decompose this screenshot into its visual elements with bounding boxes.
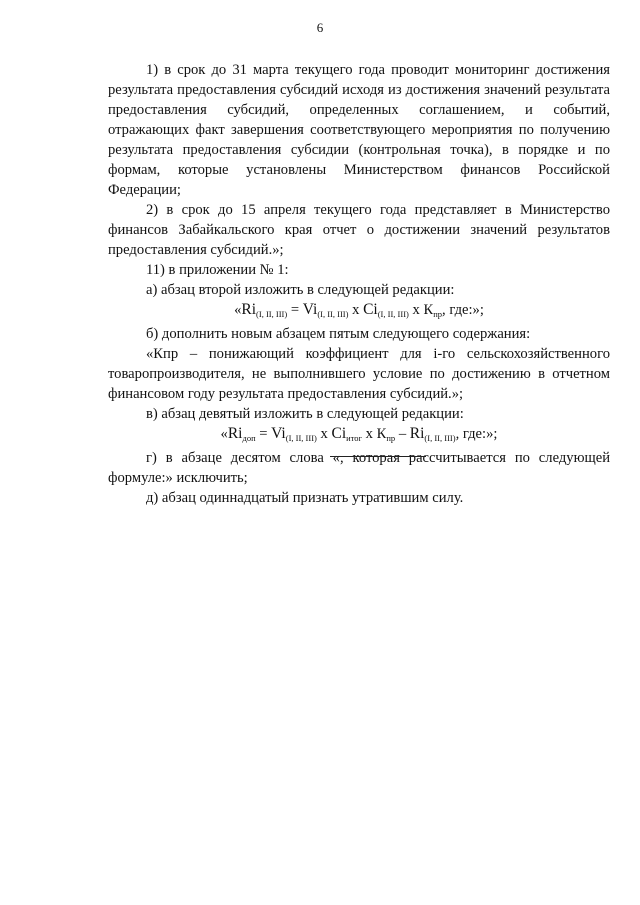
- document-body: [108, 60, 610, 508]
- page-number: 6: [316, 20, 324, 35]
- paragraph-a: а) абзац второй изложить в следующей редакции:: [146, 282, 455, 298]
- paragraph-item-2: 2) в срок до 15 апреля текущего года представляет в Министерство финансов Забайкальского края отчет о достижении значений результатов предоставления субсидий.»;: [108, 202, 610, 258]
- paragraph-item-1: 1) в срок до 31 марта текущего года проводит мониторинг достижения результата предоставления субсидий исходя из достижения значений результата предоставления субсидий, определенных соглашением, и событий, отражающих факт завершения соответствующего мероприятия по получению результата предоставления субсидии (контрольная точка), в порядке и по формам, которые установлены Министерством финансов Российской Федерации;: [108, 62, 610, 198]
- paragraph-item-11: 11) в приложении № 1:: [146, 262, 289, 278]
- paragraph-g: г) в абзаце десятом слова «, которая рассчитывается по следующей формуле:» исключить;: [108, 450, 610, 486]
- paragraph-v: в) абзац девятый изложить в следующей редакции:: [146, 406, 464, 422]
- paragraph-b-text: «Кпр – понижающий коэффициент для i-го сельскохозяйственного товаропроизводителя, не выполнившего условие по достижению в отчетном финансовом году результата предоставления субсидий.»;: [108, 346, 610, 402]
- formula-2: «$Ri_{доп} = Vi_{(I, II, III)}$ x $Ci_{итог}$ x $К_{пр} - Ri_{(I, II, III)}$, где:»;: [220, 425, 498, 443]
- formula-1: «$Ri_{(I, II, III)} = Vi_{(I, II, III)}$ x $Ci_{(I, II, III)}$ x $К_{пр}$, где:»;: [234, 301, 484, 319]
- paragraph-d: д) абзац одиннадцатый признать утратившим силу.: [146, 490, 464, 506]
- end-rule: [330, 456, 426, 457]
- paragraph-b: б) дополнить новым абзацем пятым следующего содержания:: [146, 326, 531, 342]
